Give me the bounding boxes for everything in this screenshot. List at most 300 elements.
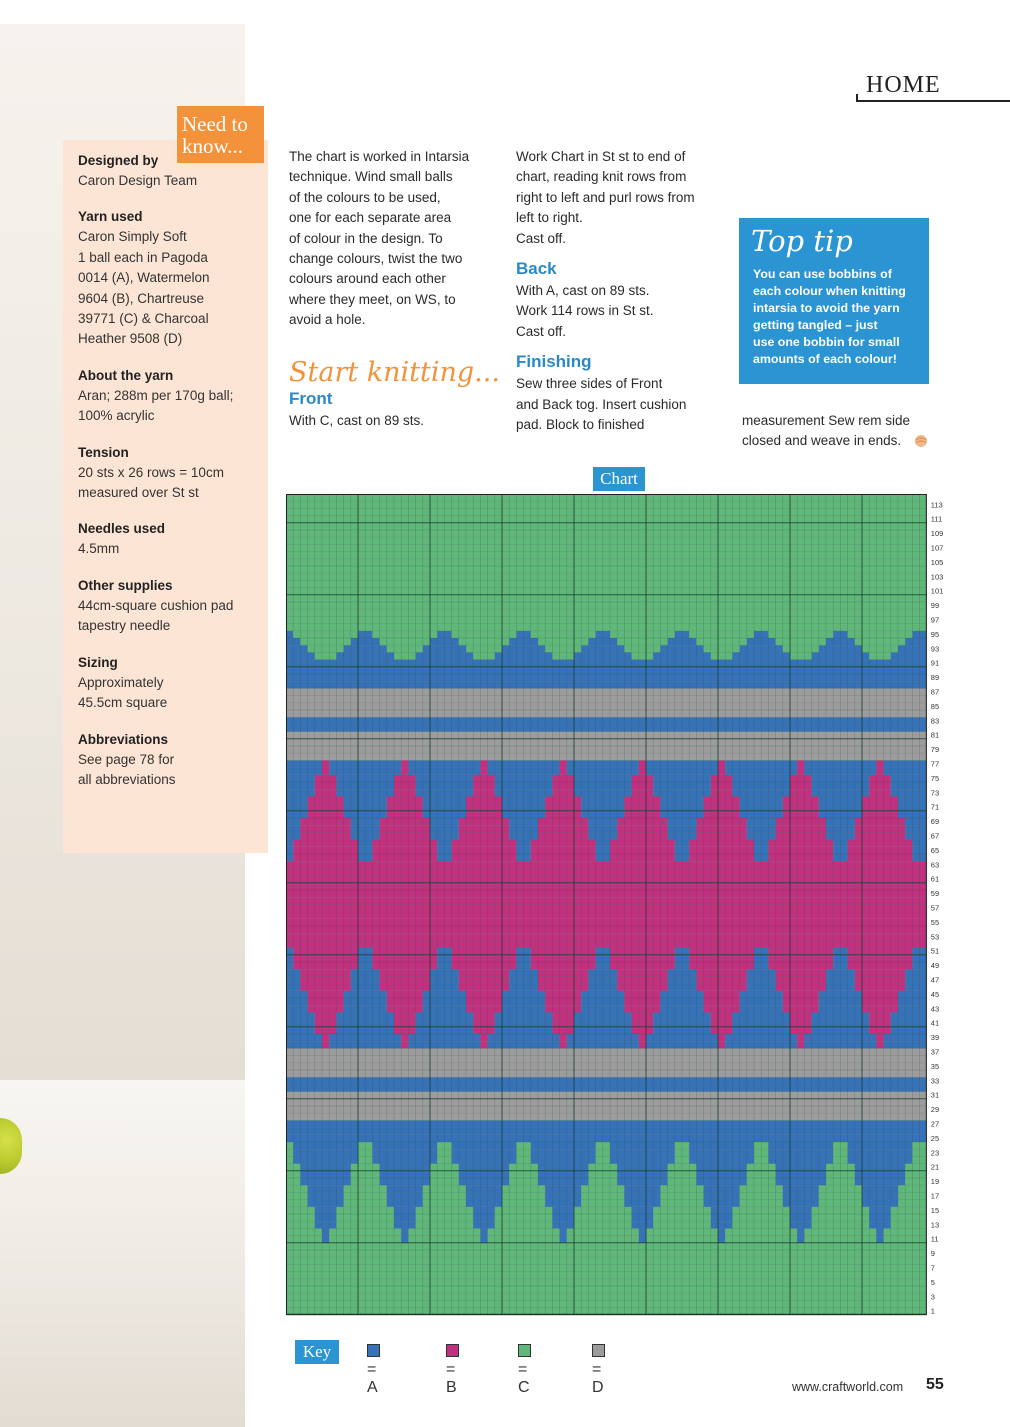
chart-row-label: 101 — [930, 586, 944, 596]
chart-cell-run — [300, 976, 350, 983]
chart-row-label: 107 — [930, 543, 944, 553]
chart-cell-run — [704, 811, 740, 818]
chart-cell-run — [905, 984, 927, 991]
chart-cell-run — [380, 1171, 430, 1178]
chart-cell-run — [862, 796, 898, 803]
info-yarn-used — [78, 207, 263, 349]
chart-cell-run — [286, 1200, 308, 1207]
info-label: About the yarn — [78, 367, 174, 383]
chart-cell-run — [905, 1164, 927, 1171]
chart-cell-run — [797, 1034, 804, 1041]
chart-cell-run — [711, 1027, 733, 1034]
chart-cell-run — [286, 847, 293, 854]
chart-cell-run — [704, 998, 740, 1005]
chart-cell-run — [286, 717, 927, 724]
key-text-c: = C — [518, 1361, 530, 1396]
chart-cell-run — [718, 1034, 725, 1041]
chart-cell-run — [300, 818, 350, 825]
chart-cell-run — [466, 1185, 502, 1192]
info-label: Other supplies — [78, 577, 173, 593]
chart-cell-run — [704, 796, 740, 803]
chart-row-label: 43 — [930, 1004, 940, 1014]
chart-cell-run — [322, 1236, 329, 1243]
chart-cell-run — [545, 998, 581, 1005]
chart-row-label: 59 — [930, 889, 940, 899]
chart-cell-run — [286, 1156, 293, 1163]
chart-cell-run — [315, 1012, 337, 1019]
chart-cell-run — [394, 1027, 416, 1034]
chart-cell-run — [401, 768, 408, 775]
chart-cell-run — [704, 1200, 740, 1207]
chart-cell-run — [545, 1005, 581, 1012]
chart-cell-run — [552, 1012, 574, 1019]
chart-cell-run — [869, 1214, 891, 1221]
chart-cell-run — [286, 962, 293, 969]
chart-cell-run — [372, 631, 437, 638]
need-to-know-tag-line1: Need to — [182, 112, 248, 136]
chart-cell-run — [315, 789, 337, 796]
chart-row-label: 9 — [930, 1249, 935, 1259]
chart-cell-run — [372, 1142, 437, 1149]
chart-cell-run — [891, 782, 927, 789]
chart-row-label: 73 — [930, 788, 940, 798]
chart-cell-run — [380, 638, 430, 645]
back-heading: Back — [516, 259, 557, 279]
key-item-b — [446, 1343, 462, 1396]
chart-cell-run — [286, 1308, 927, 1315]
chart-cell-run — [610, 948, 675, 955]
key-text-a: = A — [367, 1361, 378, 1396]
chart-cell-run — [876, 1041, 883, 1048]
chart-cell-run — [531, 1149, 596, 1156]
chart-row-label: 95 — [930, 629, 940, 639]
chart-cell-run — [300, 638, 350, 645]
chart-cell-run — [905, 818, 927, 825]
footer-url: www.craftworld.com — [792, 1380, 904, 1394]
chart-cell-run — [768, 948, 833, 955]
chart-cell-run — [452, 854, 517, 861]
chart-cell-run — [632, 775, 654, 782]
chart-cell-run — [552, 1221, 574, 1228]
photo-top-margin — [0, 0, 245, 24]
chart-cell-run — [876, 1236, 883, 1243]
chart-cell-run — [905, 638, 927, 645]
chart-cell-run — [848, 1156, 913, 1163]
chart-cell-run — [797, 1041, 804, 1048]
top-tip-body: You can use bobbins of each colour when knitting intarsia to avoid the yarn getting tangled – just use one bobbin for small amounts of each colour! — [753, 267, 906, 366]
chart-cell-run — [372, 854, 437, 861]
chart-cell-run — [797, 760, 804, 767]
chart-cell-run — [401, 1236, 408, 1243]
chart-cell-run — [286, 660, 927, 667]
chart-cell-run — [286, 1048, 927, 1055]
info-value: 4.5mm — [78, 541, 120, 557]
chart-cell-run — [776, 1178, 826, 1185]
key-swatch-d — [592, 1344, 605, 1357]
chart-cell-run — [322, 760, 329, 767]
chart-cell-run — [610, 962, 675, 969]
chart-cell-run — [286, 501, 927, 508]
info-sizing — [78, 653, 263, 714]
chart-cell-run — [768, 1149, 833, 1156]
chart-cell-run — [531, 631, 596, 638]
chart-cell-run — [401, 760, 408, 767]
chart-cell-run — [286, 1149, 293, 1156]
chart-cell-run — [689, 1149, 754, 1156]
chart-cell-run — [286, 897, 927, 904]
chart-cell-run — [848, 1149, 913, 1156]
chart-cell-run — [617, 984, 667, 991]
chart-cell-run — [545, 1200, 581, 1207]
chart-cell-run — [308, 811, 344, 818]
chart-cell-run — [624, 1192, 660, 1199]
chart-cell-run — [783, 1192, 819, 1199]
chart-cell-run — [790, 1207, 812, 1214]
chart-cell-run — [617, 832, 667, 839]
chart-cell-run — [848, 840, 913, 847]
chart-cell-run — [286, 1128, 927, 1135]
chart-cell-run — [322, 1228, 329, 1235]
chart-cell-run — [394, 1207, 416, 1214]
chart-cell-run — [696, 638, 746, 645]
chart-cell-run — [466, 991, 502, 998]
chart-cell-run — [891, 789, 927, 796]
chart-cell-run — [286, 724, 927, 731]
chart-cell-run — [293, 1156, 358, 1163]
chart-cell-run — [545, 1185, 581, 1192]
chart-cell-run — [718, 1228, 725, 1235]
chart-cell-run — [531, 1156, 596, 1163]
chart-cell-run — [531, 854, 596, 861]
chart-cell-run — [891, 1027, 927, 1034]
chart-cell-run — [545, 1192, 581, 1199]
chart-cell-run — [452, 1156, 517, 1163]
chart-cell-run — [286, 904, 927, 911]
column-1 — [289, 147, 504, 431]
chart-row-label: 85 — [930, 701, 940, 711]
chart-row-label: 55 — [930, 917, 940, 927]
chart-cell-run — [286, 732, 927, 739]
chart-cell-run — [315, 652, 337, 659]
chart-row-label: 27 — [930, 1119, 940, 1129]
chart-cell-run — [394, 1221, 416, 1228]
info-value: Aran; 288m per 170g ball; 100% acrylic — [78, 387, 234, 424]
chart-cell-run — [552, 775, 574, 782]
key-item-c — [518, 1343, 534, 1396]
chart-row-label: 109 — [930, 529, 944, 539]
chart-cell-run — [876, 1228, 883, 1235]
chart-cell-run — [372, 1149, 437, 1156]
chart-cell-run — [617, 638, 667, 645]
chart-cell-run — [632, 1027, 654, 1034]
key-text-d: = D — [592, 1361, 604, 1396]
chart-cell-run — [689, 1142, 754, 1149]
chart-cell-run — [394, 1214, 416, 1221]
chart-cell-run — [891, 1020, 927, 1027]
chart-cell-run — [394, 782, 416, 789]
chart-cell-run — [790, 1020, 812, 1027]
info-label: Tension — [78, 444, 129, 460]
top-tip-title: Top tip — [751, 224, 853, 258]
chart-cell-run — [286, 703, 927, 710]
chart-cell-run — [452, 631, 517, 638]
chart-row-label: 1 — [930, 1306, 935, 1316]
intro-text: The chart is worked in Intarsia technique. Wind small balls of the colours to be used, one for each separate area of colour in the design. To change colours, twist the two colours around each other where they meet, on WS, to avoid a hole. — [289, 149, 470, 328]
chart-cell-run — [286, 768, 322, 775]
chart-cell-run — [286, 516, 927, 523]
chart-cell-run — [480, 1228, 487, 1235]
chart-cell-run — [315, 1221, 337, 1228]
chart-cell-run — [466, 804, 502, 811]
chart-cell-run — [286, 746, 927, 753]
chart-cell-run — [387, 991, 423, 998]
chart-cell-run — [293, 1142, 358, 1149]
chart-cell-run — [696, 976, 746, 983]
chart-cell-run — [610, 631, 675, 638]
chart-cell-run — [552, 789, 574, 796]
chart-cell-run — [689, 1156, 754, 1163]
chart-cell-run — [286, 624, 927, 631]
chart-cell-run — [632, 1214, 654, 1221]
chart-row-label: 39 — [930, 1033, 940, 1043]
chart-cell-run — [286, 933, 927, 940]
chart-cell-run — [768, 1142, 833, 1149]
finishing-continued: measurement Sew rem side closed and weave in ends. — [742, 413, 911, 449]
chart-cell-run — [387, 1200, 423, 1207]
chart-cell-run — [286, 739, 927, 746]
chart-cell-run — [869, 1020, 891, 1027]
chart-cell-run — [473, 652, 495, 659]
chart-cell-run — [286, 991, 308, 998]
chart-cell-run — [689, 840, 754, 847]
chart-cell-run — [286, 796, 308, 803]
chart-cell-run — [610, 840, 675, 847]
chart-cell-run — [286, 595, 927, 602]
chart-cell-run — [797, 768, 804, 775]
chart-cell-run — [286, 1084, 927, 1091]
chart-cell-run — [308, 998, 344, 1005]
chart-cell-run — [286, 1293, 927, 1300]
chart-cell-run — [790, 1012, 812, 1019]
chart-cell-run — [315, 1207, 337, 1214]
chart-cell-run — [286, 1034, 322, 1041]
chart-cell-run — [286, 1077, 927, 1084]
chart-cell-run — [293, 854, 358, 861]
chart-cell-run — [380, 1164, 430, 1171]
chart-cell-run — [560, 1041, 567, 1048]
chart-cell-run — [473, 1221, 495, 1228]
chart-cell-run — [300, 984, 350, 991]
chart-cell-run — [776, 984, 826, 991]
chart-row-label: 93 — [930, 644, 940, 654]
chart-cell-run — [632, 1012, 654, 1019]
chart-cell-run — [538, 832, 588, 839]
chart-cell-run — [848, 962, 913, 969]
chart-cell-run — [480, 1034, 487, 1041]
back-text: With A, cast on 89 sts. Work 114 rows in St st. Cast off. — [516, 283, 654, 339]
chart-cell-run — [286, 573, 927, 580]
need-to-know-tag-line2: know... — [182, 134, 244, 158]
chart-row-label: 77 — [930, 759, 940, 769]
chart-cell-run — [473, 1214, 495, 1221]
chart-row-label: 45 — [930, 989, 940, 999]
chart-cell-run — [286, 544, 927, 551]
chart-cell-run — [286, 955, 293, 962]
chart-cell-run — [286, 631, 293, 638]
chart-cell-run — [711, 789, 733, 796]
chart-cell-run — [560, 1228, 567, 1235]
chart-cell-run — [711, 782, 733, 789]
chart-cell-run — [689, 854, 754, 861]
chart-cell-run — [862, 1005, 898, 1012]
chart-row-label: 89 — [930, 673, 940, 683]
chart-cell-run — [552, 1020, 574, 1027]
chart-row-label: 51 — [930, 946, 940, 956]
chart-cell-run — [473, 1020, 495, 1027]
chart-cell-run — [790, 782, 812, 789]
chart-row-label: 61 — [930, 874, 940, 884]
chart-cell-run — [696, 825, 746, 832]
chart-cell-run — [380, 969, 430, 976]
chart-cell-run — [531, 840, 596, 847]
chart-row-label: 15 — [930, 1205, 940, 1215]
chart-cell-run — [286, 609, 927, 616]
chart-cell-run — [639, 1041, 646, 1048]
chart-cell-run — [639, 768, 646, 775]
chart-cell-run — [286, 537, 927, 544]
chart-cell-run — [869, 1207, 891, 1214]
chart-cell-run — [286, 1120, 927, 1127]
chart-cell-run — [286, 1286, 927, 1293]
start-knitting-heading: Start knitting... — [289, 356, 500, 388]
chart-cell-run — [286, 696, 927, 703]
chart-cell-run — [848, 847, 913, 854]
chart-cell-run — [610, 1149, 675, 1156]
chart-cell-run — [286, 602, 927, 609]
chart-cell-run — [315, 775, 337, 782]
chart-cell-run — [617, 976, 667, 983]
chart-cell-run — [848, 631, 913, 638]
chart-cell-run — [538, 1164, 588, 1171]
chart-cell-run — [689, 847, 754, 854]
chart-cell-run — [639, 760, 646, 767]
chart-cell-run — [768, 962, 833, 969]
chart-cell-run — [300, 1171, 350, 1178]
chart-cell-run — [394, 789, 416, 796]
chart-cell-run — [696, 984, 746, 991]
chart-cell-run — [394, 1020, 416, 1027]
info-abbreviations — [78, 730, 263, 791]
chart-cell-run — [905, 1171, 927, 1178]
chart-cell-run — [862, 1200, 898, 1207]
chart-cell-run — [286, 912, 927, 919]
chart-row-label: 31 — [930, 1090, 940, 1100]
chart-cell-run — [639, 1236, 646, 1243]
chart-cell-run — [286, 1279, 927, 1286]
chart-cell-run — [286, 1099, 927, 1106]
chart-cell-run — [380, 825, 430, 832]
chart-cell-run — [286, 530, 927, 537]
chart-cell-run — [286, 868, 927, 875]
chart-cell-run — [372, 847, 437, 854]
chart-cell-run — [380, 984, 430, 991]
chart-cell-run — [286, 1063, 927, 1070]
chart-cell-run — [531, 1142, 596, 1149]
chart-cell-run — [286, 804, 308, 811]
chart-cell-run — [286, 940, 927, 947]
chart-cell-run — [315, 1214, 337, 1221]
chart-cell-run — [531, 955, 596, 962]
chart-cell-run — [624, 796, 660, 803]
chart-row-label: 35 — [930, 1061, 940, 1071]
chart-cell-run — [387, 1185, 423, 1192]
chart-cell-run — [869, 1027, 891, 1034]
chart-row-label: 11 — [930, 1234, 939, 1244]
chart-cell-run — [473, 1012, 495, 1019]
chart-cell-run — [387, 1192, 423, 1199]
chart-cell-run — [286, 588, 927, 595]
chart-cell-run — [286, 760, 322, 767]
chart-cell-run — [689, 955, 754, 962]
chart-cell-run — [711, 775, 733, 782]
chart-cell-run — [862, 991, 898, 998]
info-label: Designed by — [78, 153, 159, 168]
key-swatch-c — [518, 1344, 531, 1357]
chart-cell-run — [552, 1027, 574, 1034]
chart-cell-run — [286, 1041, 322, 1048]
info-value: Approximately 45.5cm square — [78, 674, 168, 711]
chart-cell-run — [610, 1156, 675, 1163]
info-value: 20 sts x 26 rows = 10cm measured over St st — [78, 464, 224, 501]
chart-cell-run — [387, 1005, 423, 1012]
chart-row-label: 25 — [930, 1133, 940, 1143]
header-rule — [856, 100, 1010, 102]
chart-cell-run — [286, 566, 927, 573]
chart-cell-run — [552, 1207, 574, 1214]
chart-cell-run — [286, 1192, 308, 1199]
chart-cell-run — [473, 1027, 495, 1034]
chart-row-label: 47 — [930, 975, 940, 985]
chart-cell-run — [704, 1005, 740, 1012]
chart-cell-run — [286, 811, 308, 818]
chart-cell-run — [452, 962, 517, 969]
chart-cell-run — [538, 638, 588, 645]
chart-cell-run — [689, 948, 754, 955]
chart-cell-run — [790, 1221, 812, 1228]
chart-cell-run — [862, 804, 898, 811]
chart-cell-run — [401, 1034, 408, 1041]
chart-cell-run — [862, 1185, 898, 1192]
chart-cell-run — [308, 991, 344, 998]
chart-cell-run — [286, 919, 927, 926]
chart-cell-run — [286, 1264, 927, 1271]
chart-cell-run — [776, 976, 826, 983]
chart-cell-run — [848, 948, 913, 955]
chart-cell-run — [776, 1171, 826, 1178]
chart-cell-run — [452, 955, 517, 962]
info-value: 44cm-square cushion pad tapestry needle — [78, 597, 234, 634]
chart-cell-run — [466, 1192, 502, 1199]
chart-cell-run — [617, 825, 667, 832]
chart-cell-run — [696, 832, 746, 839]
chart-cell-run — [286, 674, 927, 681]
intarsia-chart — [286, 494, 948, 1324]
chart-cell-run — [293, 948, 358, 955]
chart-cell-run — [617, 818, 667, 825]
chart-cell-run — [610, 1142, 675, 1149]
chart-cell-run — [480, 768, 487, 775]
chart-instructions: Work Chart in St st to end of chart, reading knit rows from right to left and purl rows from left to right. Cast off. — [516, 149, 695, 246]
